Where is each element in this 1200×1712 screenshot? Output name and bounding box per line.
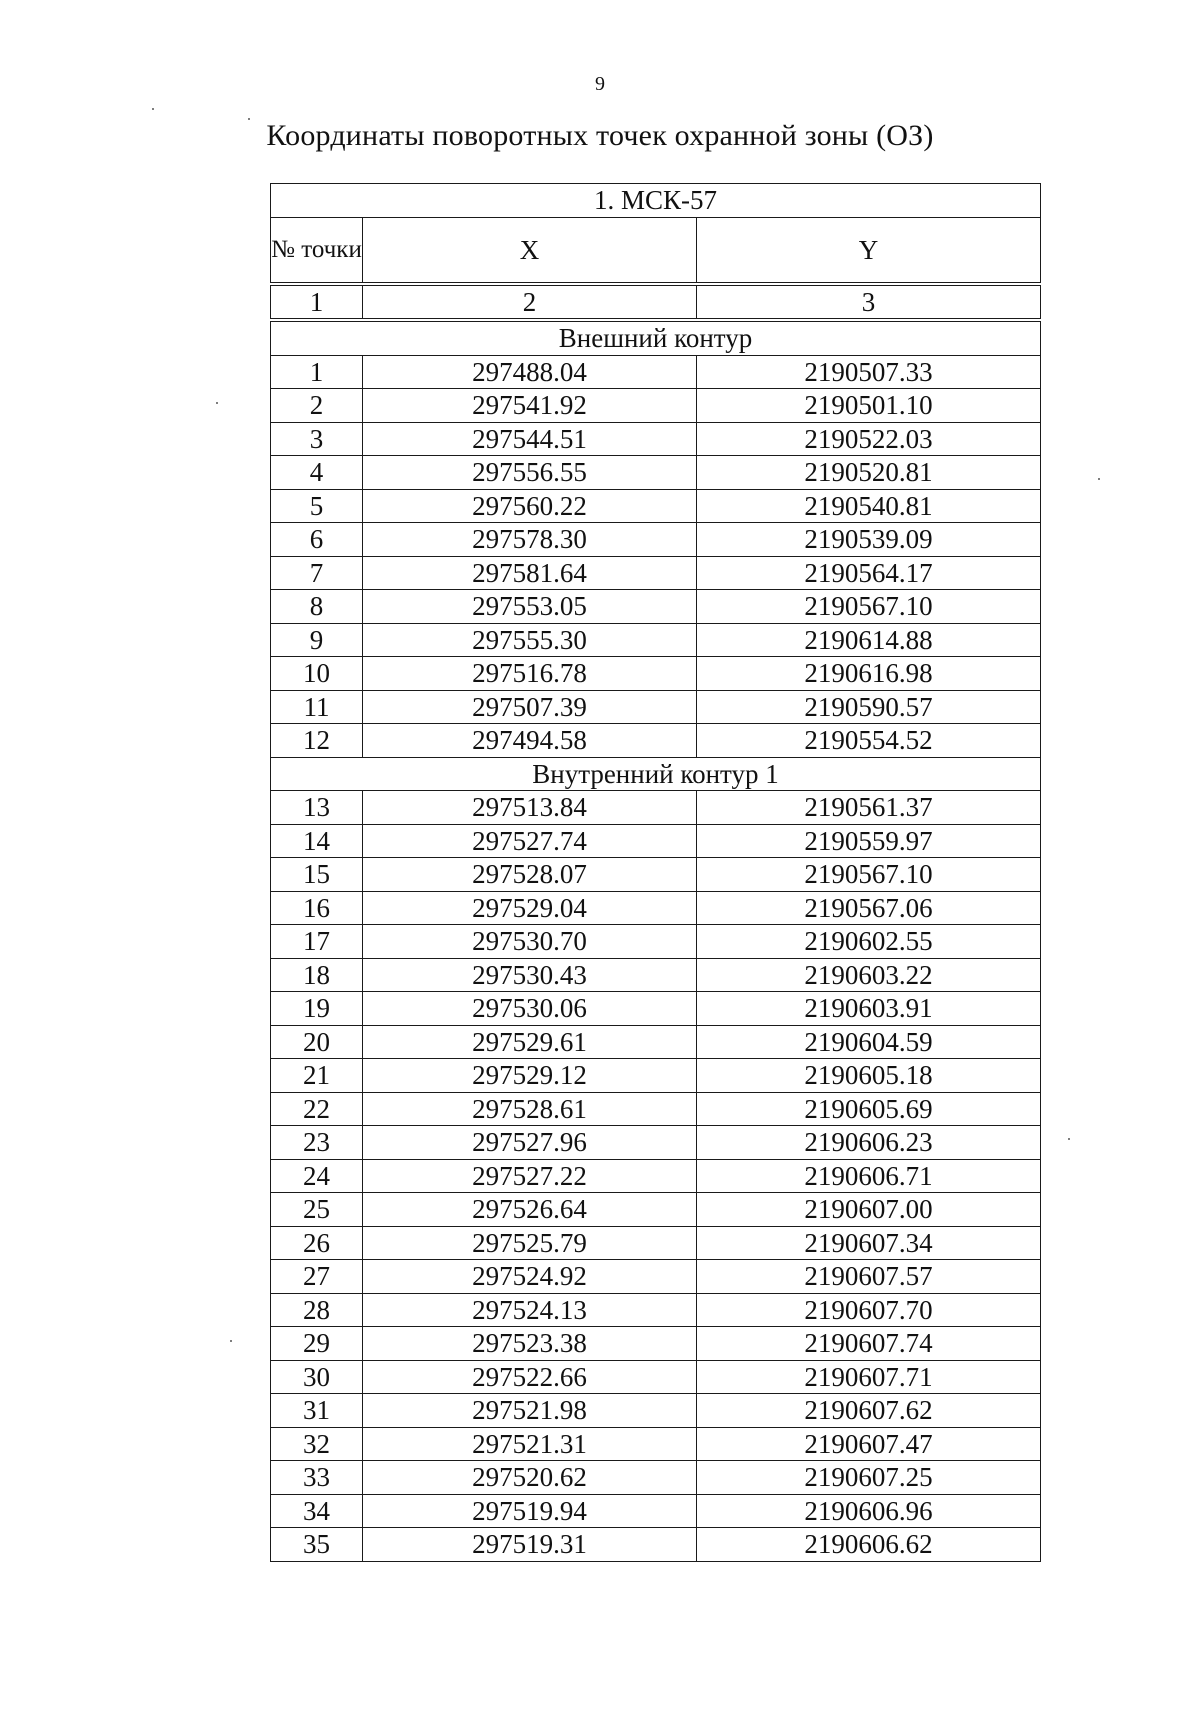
y-coordinate-cell: 2190603.91: [697, 992, 1041, 1026]
x-column-header: X: [363, 217, 697, 284]
table-row: [271, 858, 1041, 892]
scan-speck: [1068, 1138, 1070, 1140]
table-row: [271, 556, 1041, 590]
point-number-cell: 25: [271, 1193, 363, 1227]
y-coordinate-cell: 2190605.69: [697, 1092, 1041, 1126]
point-number-cell: 4: [271, 456, 363, 490]
point-number-cell: 8: [271, 590, 363, 624]
table-row: [271, 1494, 1041, 1528]
table-row: [271, 891, 1041, 925]
point-number-cell: 23: [271, 1126, 363, 1160]
table-row: [271, 489, 1041, 523]
table-row: [271, 690, 1041, 724]
column-index-cell: 2: [363, 284, 697, 321]
point-number-cell: 17: [271, 925, 363, 959]
y-coordinate-cell: 2190501.10: [697, 389, 1041, 423]
x-coordinate-cell: 297528.07: [363, 858, 697, 892]
point-number-cell: 21: [271, 1059, 363, 1093]
y-coordinate-cell: 2190607.00: [697, 1193, 1041, 1227]
scan-speck: [216, 402, 218, 404]
x-coordinate-cell: 297578.30: [363, 523, 697, 557]
y-coordinate-cell: 2190607.57: [697, 1260, 1041, 1294]
x-coordinate-cell: 297541.92: [363, 389, 697, 423]
y-coordinate-cell: 2190616.98: [697, 657, 1041, 691]
scan-speck: [1098, 478, 1100, 480]
y-coordinate-cell: 2190607.62: [697, 1394, 1041, 1428]
section-header-row: [271, 757, 1041, 791]
section-title: Внутренний контур 1: [271, 757, 1041, 791]
system-header-row: [271, 184, 1041, 218]
point-number-cell: 18: [271, 958, 363, 992]
table-row: [271, 1528, 1041, 1562]
x-coordinate-cell: 297525.79: [363, 1226, 697, 1260]
x-coordinate-cell: 297529.61: [363, 1025, 697, 1059]
x-coordinate-cell: 297528.61: [363, 1092, 697, 1126]
table-row: [271, 1126, 1041, 1160]
table-row: [271, 1461, 1041, 1495]
point-number-cell: 26: [271, 1226, 363, 1260]
x-coordinate-cell: 297523.38: [363, 1327, 697, 1361]
table-row: [271, 1226, 1041, 1260]
scan-speck: [248, 118, 250, 120]
table-row: [271, 456, 1041, 490]
column-index-row: [271, 284, 1041, 321]
y-coordinate-cell: 2190522.03: [697, 422, 1041, 456]
y-coordinate-cell: 2190606.71: [697, 1159, 1041, 1193]
scan-speck: [230, 1340, 232, 1342]
point-number-cell: 13: [271, 791, 363, 825]
point-number-cell: 35: [271, 1528, 363, 1562]
y-coordinate-cell: 2190607.74: [697, 1327, 1041, 1361]
table-row: [271, 1427, 1041, 1461]
y-coordinate-cell: 2190606.62: [697, 1528, 1041, 1562]
x-coordinate-cell: 297556.55: [363, 456, 697, 490]
point-number-cell: 24: [271, 1159, 363, 1193]
y-coordinate-cell: 2190567.06: [697, 891, 1041, 925]
y-coordinate-cell: 2190602.55: [697, 925, 1041, 959]
table-row: [271, 355, 1041, 389]
point-number-cell: 30: [271, 1360, 363, 1394]
x-coordinate-cell: 297544.51: [363, 422, 697, 456]
x-coordinate-cell: 297494.58: [363, 724, 697, 758]
x-coordinate-cell: 297522.66: [363, 1360, 697, 1394]
y-coordinate-cell: 2190554.52: [697, 724, 1041, 758]
y-coordinate-cell: 2190567.10: [697, 858, 1041, 892]
x-coordinate-cell: 297524.92: [363, 1260, 697, 1294]
x-coordinate-cell: 297527.22: [363, 1159, 697, 1193]
point-number-header: № точки: [271, 217, 363, 284]
table-row: [271, 925, 1041, 959]
x-coordinate-cell: 297530.70: [363, 925, 697, 959]
point-number-cell: 3: [271, 422, 363, 456]
point-number-cell: 5: [271, 489, 363, 523]
y-coordinate-cell: 2190567.10: [697, 590, 1041, 624]
x-coordinate-cell: 297555.30: [363, 623, 697, 657]
y-coordinate-cell: 2190614.88: [697, 623, 1041, 657]
table-row: [271, 422, 1041, 456]
point-number-cell: 11: [271, 690, 363, 724]
table-row: [271, 958, 1041, 992]
coordinate-system-header: 1. МСК-57: [271, 184, 1041, 218]
x-coordinate-cell: 297516.78: [363, 657, 697, 691]
y-coordinate-cell: 2190604.59: [697, 1025, 1041, 1059]
point-number-cell: 32: [271, 1427, 363, 1461]
point-number-cell: 7: [271, 556, 363, 590]
table-row: [271, 1193, 1041, 1227]
table-row: [271, 1092, 1041, 1126]
table-row: [271, 791, 1041, 825]
table-row: [271, 1260, 1041, 1294]
x-coordinate-cell: 297524.13: [363, 1293, 697, 1327]
point-number-cell: 28: [271, 1293, 363, 1327]
x-coordinate-cell: 297527.96: [363, 1126, 697, 1160]
column-header-row: [271, 217, 1041, 284]
y-coordinate-cell: 2190607.70: [697, 1293, 1041, 1327]
point-number-cell: 27: [271, 1260, 363, 1294]
point-number-cell: 1: [271, 355, 363, 389]
document-title: Координаты поворотных точек охранной зоны (ОЗ): [266, 119, 934, 152]
y-coordinate-cell: 2190561.37: [697, 791, 1041, 825]
scan-speck: [152, 108, 154, 110]
y-coordinate-cell: 2190603.22: [697, 958, 1041, 992]
y-coordinate-cell: 2190606.23: [697, 1126, 1041, 1160]
point-number-cell: 15: [271, 858, 363, 892]
point-number-cell: 31: [271, 1394, 363, 1428]
table-row: [271, 523, 1041, 557]
x-coordinate-cell: 297521.98: [363, 1394, 697, 1428]
table-row: [271, 1025, 1041, 1059]
y-coordinate-cell: 2190607.71: [697, 1360, 1041, 1394]
x-coordinate-cell: 297519.31: [363, 1528, 697, 1562]
table-row: [271, 1159, 1041, 1193]
table-row: [271, 389, 1041, 423]
column-index-cell: 1: [271, 284, 363, 321]
y-column-header: Y: [697, 217, 1041, 284]
point-number-cell: 14: [271, 824, 363, 858]
section-title: Внешний контур: [271, 320, 1041, 355]
y-coordinate-cell: 2190606.96: [697, 1494, 1041, 1528]
table-row: [271, 1327, 1041, 1361]
table-row: [271, 724, 1041, 758]
table-row: [271, 623, 1041, 657]
y-coordinate-cell: 2190539.09: [697, 523, 1041, 557]
table-row: [271, 824, 1041, 858]
x-coordinate-cell: 297560.22: [363, 489, 697, 523]
point-number-cell: 9: [271, 623, 363, 657]
x-coordinate-cell: 297521.31: [363, 1427, 697, 1461]
point-number-cell: 34: [271, 1494, 363, 1528]
coordinates-table: [270, 183, 1041, 1562]
y-coordinate-cell: 2190605.18: [697, 1059, 1041, 1093]
x-coordinate-cell: 297488.04: [363, 355, 697, 389]
point-number-cell: 2: [271, 389, 363, 423]
x-coordinate-cell: 297526.64: [363, 1193, 697, 1227]
y-coordinate-cell: 2190564.17: [697, 556, 1041, 590]
page-number: 9: [595, 73, 605, 95]
point-number-cell: 20: [271, 1025, 363, 1059]
point-number-cell: 19: [271, 992, 363, 1026]
point-number-cell: 12: [271, 724, 363, 758]
table-row: [271, 1394, 1041, 1428]
x-coordinate-cell: 297513.84: [363, 791, 697, 825]
y-coordinate-cell: 2190607.34: [697, 1226, 1041, 1260]
x-coordinate-cell: 297519.94: [363, 1494, 697, 1528]
point-number-cell: 29: [271, 1327, 363, 1361]
y-coordinate-cell: 2190559.97: [697, 824, 1041, 858]
y-coordinate-cell: 2190607.47: [697, 1427, 1041, 1461]
x-coordinate-cell: 297529.12: [363, 1059, 697, 1093]
column-index-cell: 3: [697, 284, 1041, 321]
x-coordinate-cell: 297553.05: [363, 590, 697, 624]
table-row: [271, 590, 1041, 624]
y-coordinate-cell: 2190520.81: [697, 456, 1041, 490]
y-coordinate-cell: 2190590.57: [697, 690, 1041, 724]
y-coordinate-cell: 2190540.81: [697, 489, 1041, 523]
point-number-cell: 16: [271, 891, 363, 925]
table-row: [271, 992, 1041, 1026]
point-number-cell: 22: [271, 1092, 363, 1126]
coordinates-table-body: [271, 184, 1041, 1562]
table-row: [271, 1293, 1041, 1327]
point-number-cell: 10: [271, 657, 363, 691]
x-coordinate-cell: 297527.74: [363, 824, 697, 858]
y-coordinate-cell: 2190507.33: [697, 355, 1041, 389]
x-coordinate-cell: 297507.39: [363, 690, 697, 724]
x-coordinate-cell: 297529.04: [363, 891, 697, 925]
table-row: [271, 657, 1041, 691]
y-coordinate-cell: 2190607.25: [697, 1461, 1041, 1495]
section-header-row: [271, 320, 1041, 355]
x-coordinate-cell: 297530.43: [363, 958, 697, 992]
point-number-cell: 6: [271, 523, 363, 557]
x-coordinate-cell: 297581.64: [363, 556, 697, 590]
table-row: [271, 1059, 1041, 1093]
x-coordinate-cell: 297520.62: [363, 1461, 697, 1495]
point-number-cell: 33: [271, 1461, 363, 1495]
x-coordinate-cell: 297530.06: [363, 992, 697, 1026]
table-row: [271, 1360, 1041, 1394]
